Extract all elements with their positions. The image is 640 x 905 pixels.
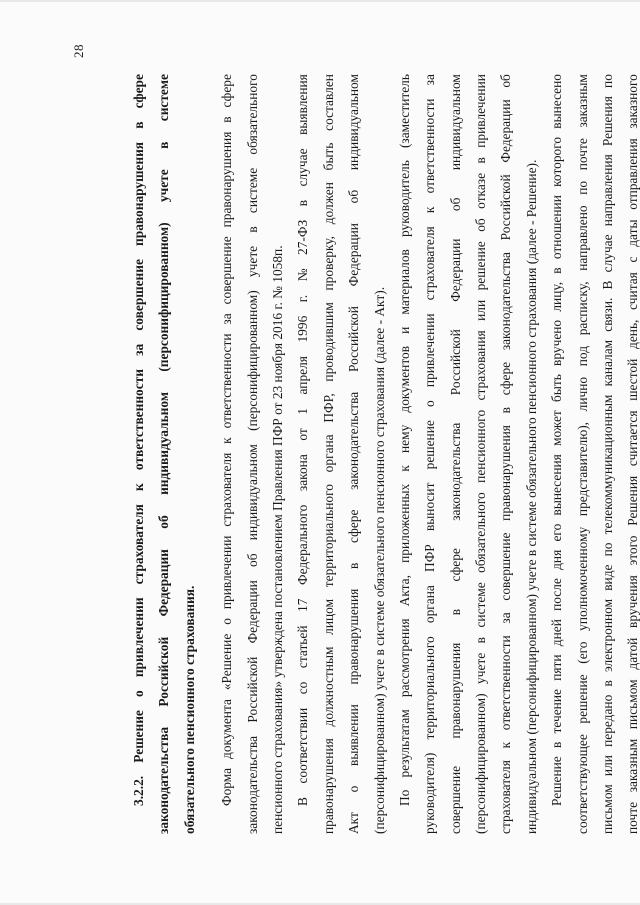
rotated-page-content [46,44,640,842]
text-line: По результатам рассмотрения Акта, приложенных к нему документов и материалов руководитель (заместитель [396,74,412,806]
text-line: законодательства Российской Федерации об индивидуальном (персонифицированном) учете в системе [156,74,172,834]
text-line: почте заказным письмом датой вручения этого Решения считается шестой день, считая с даты отправления заказного [625,74,640,834]
text-line: совершение правонарушения в сфере законодательства Российской Федерации об индивидуальном [447,74,463,834]
paragraph [290,74,392,834]
text-line: 3.2.2. Решение о привлечении страхователя к ответственности за совершение правонарушения в сфере [131,74,146,806]
paragraph [392,74,544,834]
text-line: Решение в течение пяти дней после дня его вынесения может быть вручено лицу, в отношении которого вынесено [549,74,565,806]
text-line: правонарушения должностным лицом территориального органа ПФР, проводившим проверку, должен быть составлен [320,74,336,834]
text-line: руководителя) территориального органа ПФР выносит решение о привлечении страхователя к ответственности за [422,74,438,834]
text-line: законодательства Российской Федерации об индивидуальном (персонифицированном) учете в системе обязательного [244,74,260,834]
text-line: (персонифицированном) учете в системе обязательного пенсионного страхования или решение об отказе в привлечении [473,74,489,834]
page-number: 28 [71,44,86,58]
text-line: Акт о выявлении правонарушения в сфере законодательства Российской Федерации об индивидуальном [346,74,362,834]
text-line: обязательного пенсионного страхования. [181,585,197,834]
paragraphs [214,74,640,834]
scan-edge-top [0,0,640,2]
text-line: пенсионного страхования» утверждена постановлением Правления ПФР от 23 ноября 2016 г. № 1058п. [269,245,285,834]
text-line: соответствующее решение (его уполномоченному представителю), лично под расписку, направлено по почте заказным [574,74,590,834]
text-line: индивидуальном (персонифицированном) учете в системе обязательного пенсионного страхования (далее - Решение). [523,159,539,834]
text-line: письмом или передано в электронном виде по телекоммуникационным каналам связи. В случае направления Решения по [600,74,616,834]
text-line: Форма документа «Решение о привлечении страхователя к ответственности за совершение правонарушения в сфере [219,74,235,806]
document-body [126,74,640,834]
text-line: (персонифицированном) учете в системе обязательного пенсионного страхования (далее - Акт). [371,286,387,834]
text-line: В соответствии со статьей 17 Федерального закона от 1 апреля 1996 г. № 27-ФЗ в случае выявления [295,74,311,806]
paragraph [214,74,290,834]
section-heading [126,74,202,834]
text-line: страхователя к ответственности за совершение правонарушения в сфере законодательства Российской Федерации об [498,74,514,834]
spacer [202,74,214,834]
paragraph [544,74,640,834]
